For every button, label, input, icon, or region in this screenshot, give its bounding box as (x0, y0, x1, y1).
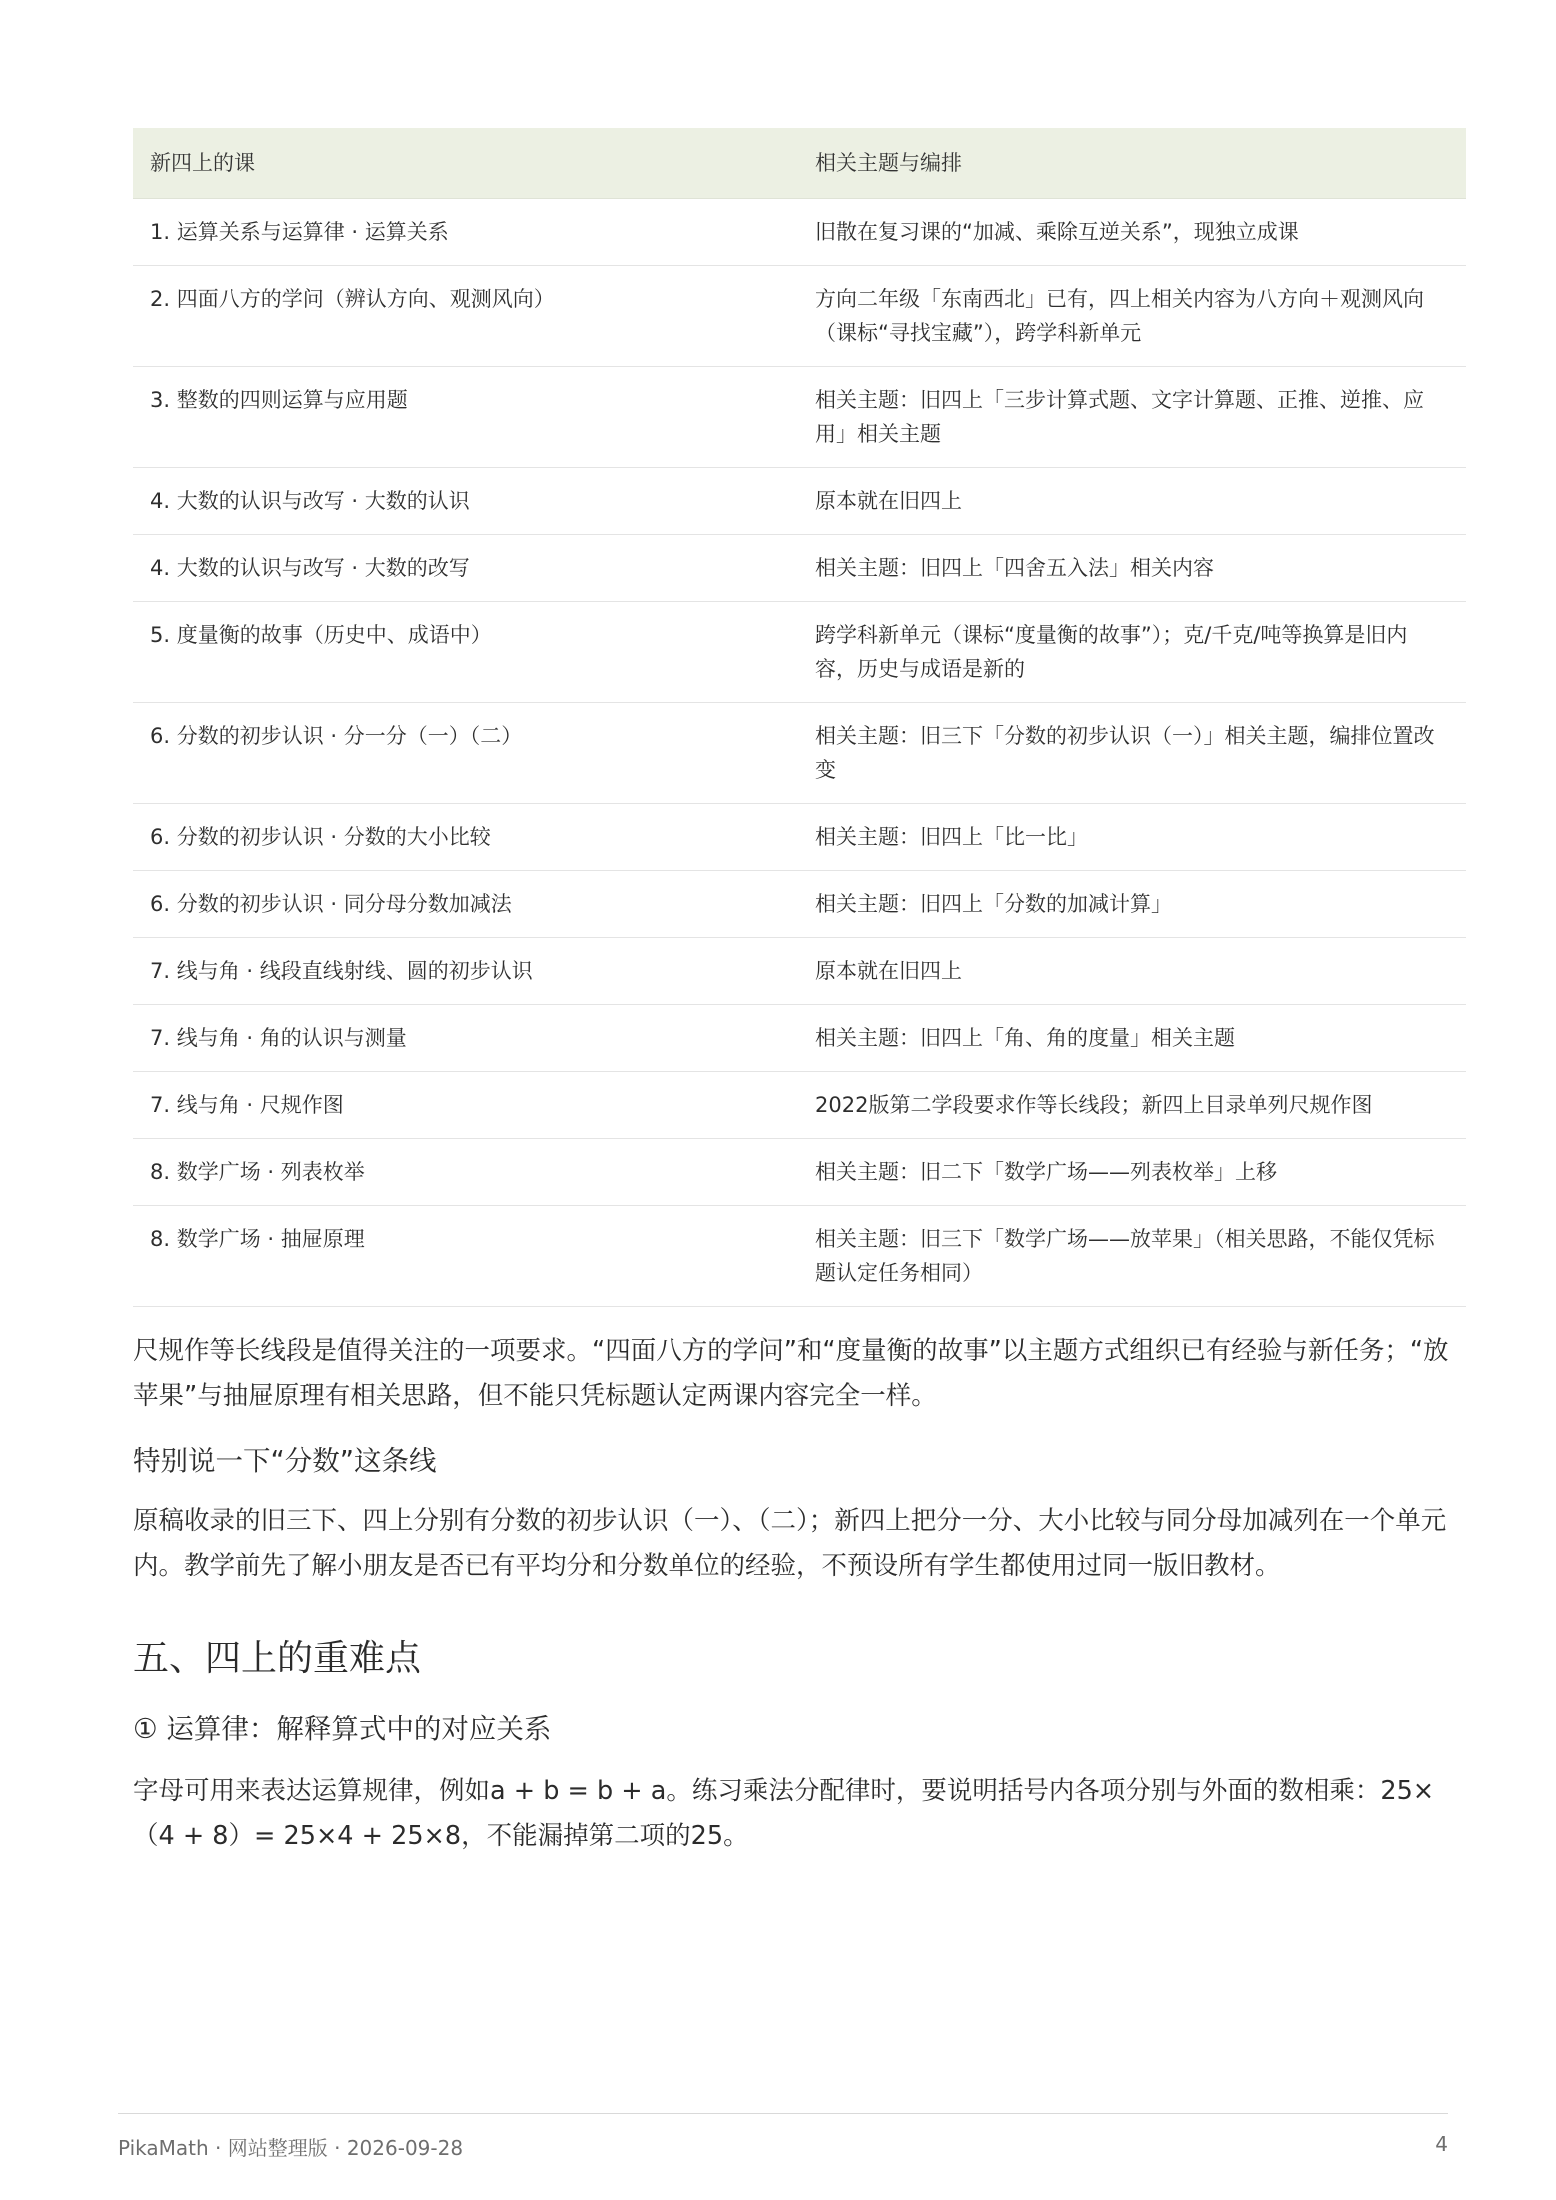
paragraph-compass-and-themes: 尺规作等长线段是值得关注的一项要求。“四面八方的学问”和“度量衡的故事”以主题方式组织已有经验与新任务；“放苹果”与抽屉原理有相关思路，但不能只凭标题认定两课内容完全一样。 (133, 1336, 1449, 1411)
table-row (133, 199, 1466, 266)
topic-cell: 相关主题：旧三下「分数的初步认识（一）」相关主题，编排位置改变 (798, 703, 1466, 804)
table-row (133, 1005, 1466, 1072)
paragraph-operation-laws: 字母可用来表达运算规律，例如a + b = b + a。练习乘法分配律时，要说明括号内各项分别与外面的数相乘：25×（4 + 8）= 25×4 + 25×8，不能漏掉第二项的25。 (133, 1776, 1435, 1851)
table-row (133, 367, 1466, 468)
section-title-key-points: 五、四上的重难点 (133, 1638, 422, 1679)
page-footer (118, 2113, 1448, 2161)
lesson-cell: 6. 分数的初步认识 · 同分母分数加减法 (133, 871, 798, 938)
table-row (133, 703, 1466, 804)
topic-cell: 相关主题：旧四上「比一比」 (798, 804, 1466, 871)
lesson-cell: 8. 数学广场 · 抽屉原理 (133, 1206, 798, 1307)
lesson-cell: 8. 数学广场 · 列表枚举 (133, 1139, 798, 1206)
footer-source-label: PikaMath · 网站整理版 · 2026-09-28 (118, 2136, 464, 2160)
table-row (133, 938, 1466, 1005)
table-row (133, 1139, 1466, 1206)
topic-cell: 相关主题：旧二下「数学广场——列表枚举」上移 (798, 1139, 1466, 1206)
lesson-cell: 3. 整数的四则运算与应用题 (133, 367, 798, 468)
table-row (133, 1206, 1466, 1307)
topic-cell: 相关主题：旧四上「三步计算式题、文字计算题、正推、逆推、应用」相关主题 (798, 367, 1466, 468)
lesson-cell: 7. 线与角 · 线段直线射线、圆的初步认识 (133, 938, 798, 1005)
topic-cell: 2022版第二学段要求作等长线段；新四上目录单列尺规作图 (798, 1072, 1466, 1139)
lesson-cell: 4. 大数的认识与改写 · 大数的认识 (133, 468, 798, 535)
subheading-operation-laws: ① 运算律：解释算式中的对应关系 (133, 1713, 552, 1745)
column-header-new-lesson: 新四上的课 (133, 128, 798, 199)
table-row (133, 468, 1466, 535)
table-row (133, 535, 1466, 602)
page-number: 4 (1435, 2132, 1448, 2156)
lesson-cell: 7. 线与角 · 角的认识与测量 (133, 1005, 798, 1072)
table-row (133, 804, 1466, 871)
table-row (133, 602, 1466, 703)
lesson-cell: 6. 分数的初步认识 · 分数的大小比较 (133, 804, 798, 871)
lesson-cell: 1. 运算关系与运算律 · 运算关系 (133, 199, 798, 266)
curriculum-table (133, 128, 1466, 1307)
topic-cell: 旧散在复习课的“加减、乘除互逆关系”，现独立成课 (798, 199, 1466, 266)
lesson-cell: 2. 四面八方的学问（辨认方向、观测风向） (133, 266, 798, 367)
column-header-related-topic: 相关主题与编排 (798, 128, 1466, 199)
topic-cell: 相关主题：旧四上「分数的加减计算」 (798, 871, 1466, 938)
lesson-cell: 7. 线与角 · 尺规作图 (133, 1072, 798, 1139)
topic-cell: 相关主题：旧四上「四舍五入法」相关内容 (798, 535, 1466, 602)
lesson-cell: 5. 度量衡的故事（历史中、成语中） (133, 602, 798, 703)
table-row (133, 266, 1466, 367)
topic-cell: 原本就在旧四上 (798, 468, 1466, 535)
topic-cell: 跨学科新单元（课标“度量衡的故事”）；克/千克/吨等换算是旧内容，历史与成语是新的 (798, 602, 1466, 703)
lesson-cell: 4. 大数的认识与改写 · 大数的改写 (133, 535, 798, 602)
page-content (133, 128, 1466, 1859)
subheading-fraction-line: 特别说一下“分数”这条线 (133, 1445, 437, 1477)
topic-cell: 方向二年级「东南西北」已有，四上相关内容为八方向＋观测风向（课标“寻找宝藏”），跨学科新单元 (798, 266, 1466, 367)
table-header-row (133, 128, 1466, 199)
paragraph-fraction-line: 原稿收录的旧三下、四上分别有分数的初步认识（一）、（二）；新四上把分一分、大小比较与同分母加减列在一个单元内。教学前先了解小朋友是否已有平均分和分数单位的经验，不预设所有学生都使用过同一版旧教材。 (133, 1506, 1447, 1581)
topic-cell: 原本就在旧四上 (798, 938, 1466, 1005)
table-row (133, 1072, 1466, 1139)
table-row (133, 871, 1466, 938)
topic-cell: 相关主题：旧三下「数学广场——放苹果」（相关思路，不能仅凭标题认定任务相同） (798, 1206, 1466, 1307)
topic-cell: 相关主题：旧四上「角、角的度量」相关主题 (798, 1005, 1466, 1072)
lesson-cell: 6. 分数的初步认识 · 分一分（一）（二） (133, 703, 798, 804)
